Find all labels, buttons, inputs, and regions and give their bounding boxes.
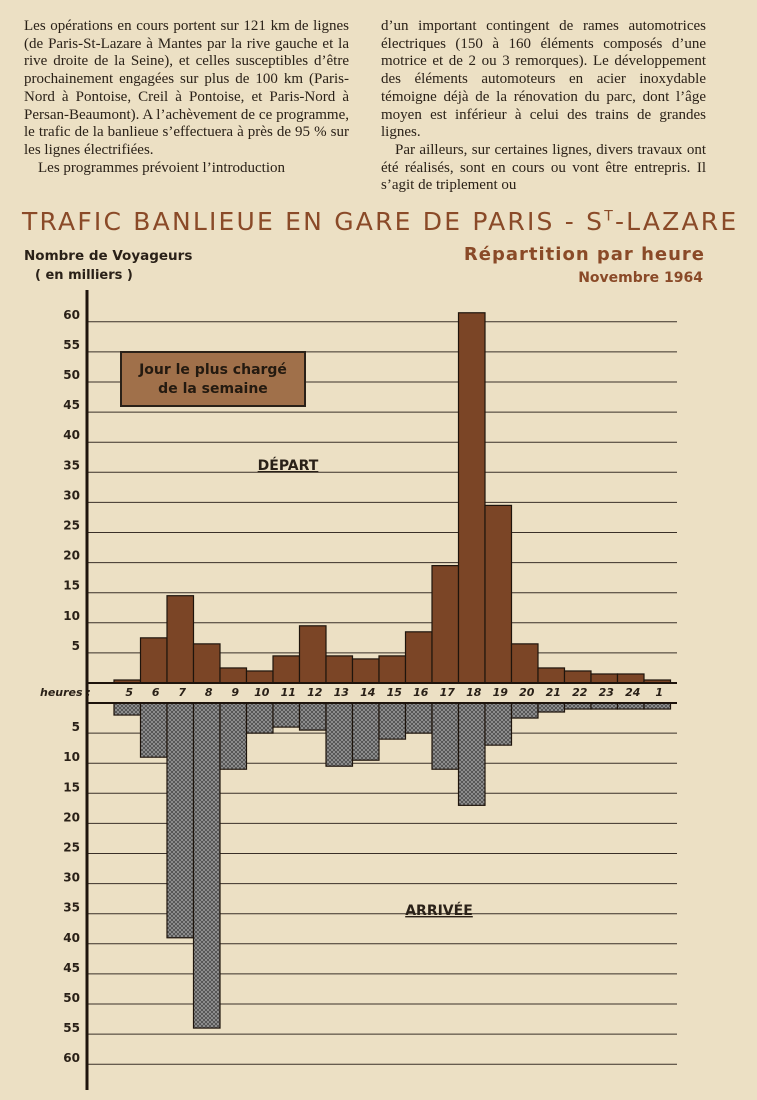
x-tick-label: 1 <box>655 686 664 699</box>
bar-depart <box>406 632 433 683</box>
y-tick-label: 25 <box>63 518 80 533</box>
y-axis-unit: ( en milliers ) <box>35 268 133 283</box>
chart-title-end: -LAZARE <box>614 207 739 236</box>
bar-arrivee <box>300 703 327 730</box>
y-tick-label: 20 <box>63 810 80 825</box>
x-tick-label: 7 <box>178 686 187 699</box>
chart-title-sup: T <box>604 208 615 225</box>
bar-depart <box>273 656 300 683</box>
bar-depart <box>618 674 645 683</box>
bar-arrivee <box>379 703 406 739</box>
y-tick-label: 60 <box>63 307 80 322</box>
chart-title-main: TRAFIC BANLIEUE EN GARE DE PARIS - S <box>22 207 605 236</box>
y-tick-label: 5 <box>71 720 80 735</box>
x-tick-label: 9 <box>231 686 240 699</box>
y-tick-label: 35 <box>63 458 80 473</box>
x-axis-label: heures : <box>40 686 91 699</box>
legend-line-2: de la semaine <box>158 381 268 397</box>
x-tick-label: 5 <box>125 686 134 699</box>
x-tick-label: 11 <box>280 686 296 699</box>
bar-depart <box>300 626 327 683</box>
x-tick-label: 14 <box>360 686 376 699</box>
y-tick-label: 10 <box>63 750 80 765</box>
chart-subtitle: Répartition par heure <box>463 244 705 265</box>
x-tick-label: 24 <box>625 686 641 699</box>
y-tick-label: 10 <box>63 608 80 623</box>
chart-date: Novembre 1964 <box>578 270 703 286</box>
y-tick-label: 25 <box>63 840 80 855</box>
y-tick-label: 60 <box>63 1051 80 1066</box>
x-tick-label: 15 <box>386 686 402 699</box>
bar-depart <box>432 566 459 683</box>
bar-depart <box>353 659 380 683</box>
y-tick-label: 15 <box>63 578 80 593</box>
bar-arrivee <box>220 703 247 769</box>
bar-depart <box>379 656 406 683</box>
x-tick-label: 21 <box>545 686 561 699</box>
bar-depart <box>538 668 565 683</box>
x-tick-label: 10 <box>254 686 270 699</box>
x-tick-label: 23 <box>598 686 614 699</box>
y-tick-label: 5 <box>71 638 80 653</box>
y-tick-label: 55 <box>63 1021 80 1036</box>
bar-depart <box>591 674 618 683</box>
bar-arrivee <box>247 703 274 733</box>
series-label-arrivee: ARRIVÉE <box>405 903 473 919</box>
bar-depart <box>565 671 592 683</box>
bar-depart <box>326 656 353 683</box>
paragraph: Par ailleurs, sur certaines lignes, divers travaux ont été réalisés, sont en cours ou vont être entrepris. Il s’agit de triplement ou <box>381 141 706 194</box>
y-tick-label: 45 <box>63 960 80 975</box>
y-tick-label: 50 <box>63 991 80 1005</box>
y-tick-label: 30 <box>63 488 80 503</box>
y-tick-label: 20 <box>63 548 80 563</box>
x-tick-label: 16 <box>413 686 429 699</box>
y-tick-label: 40 <box>63 428 80 443</box>
x-tick-label: 12 <box>307 686 323 699</box>
x-tick-label: 13 <box>333 686 349 699</box>
bar-arrivee <box>406 703 433 733</box>
bar-arrivee <box>326 703 353 766</box>
y-axis-label: Nombre de Voyageurs <box>24 248 193 264</box>
legend-box <box>120 351 306 407</box>
y-tick-label: 50 <box>63 368 80 382</box>
bar-depart <box>141 638 168 683</box>
bar-depart <box>194 644 221 683</box>
y-tick-label: 40 <box>63 930 80 945</box>
x-tick-label: 20 <box>519 686 535 699</box>
paragraph: Les opérations en cours portent sur 121 km de lignes (de Paris-St-Lazare à Mantes par la rive gauche et la rive droite de la Seine), et celles susceptibles d’être prochainement engagées sur plus de 100 km (Paris-Nord à Pontoise, Creil à Pontoise, et Paris-Nord à Persan-Beaumont). A l’achèvement de ce programme, le trafic de la banlieue s’effectuera à près de 95 % sur les lignes électrifiées. <box>24 18 349 158</box>
bar-arrivee <box>273 703 300 727</box>
bar-arrivee <box>167 703 194 938</box>
y-tick-label: 55 <box>63 337 80 352</box>
bar-arrivee <box>432 703 459 769</box>
bar-depart <box>459 313 486 683</box>
bar-arrivee <box>538 703 565 712</box>
paragraph: d’un important contingent de rames automotrices électriques (150 à 160 éléments composés d’une motrice et de 2 ou 3 remorques). Le développement des éléments automoteurs en acier inoxydable témoigne déjà de la rénovation du parc, dont l’âge moyen est inférieur à celui des trains de grandes lignes. <box>381 18 706 141</box>
bar-depart <box>167 596 194 683</box>
y-tick-label: 45 <box>63 398 80 413</box>
x-tick-label: 6 <box>151 686 160 699</box>
bar-depart <box>247 671 274 683</box>
x-tick-label: 19 <box>492 686 508 699</box>
x-tick-label: 17 <box>439 686 455 699</box>
y-tick-label: 30 <box>63 870 80 885</box>
x-tick-label: 8 <box>204 686 213 699</box>
bar-depart <box>485 505 512 683</box>
bar-depart <box>220 668 247 683</box>
bar-arrivee <box>141 703 168 757</box>
paragraph: Les programmes prévoient l’introduction <box>38 159 286 176</box>
legend-line-1: Jour le plus chargé <box>139 362 287 378</box>
bar-arrivee <box>459 703 486 805</box>
bar-arrivee <box>353 703 380 760</box>
y-tick-label: 35 <box>63 900 80 915</box>
x-tick-label: 22 <box>572 686 588 699</box>
bar-arrivee <box>512 703 539 718</box>
series-label-depart: DÉPART <box>257 458 319 474</box>
bar-arrivee <box>114 703 141 715</box>
bar-arrivee <box>485 703 512 745</box>
x-tick-label: 18 <box>466 686 482 699</box>
y-tick-label: 15 <box>63 780 80 795</box>
bar-depart <box>512 644 539 683</box>
bar-arrivee <box>194 703 221 1028</box>
